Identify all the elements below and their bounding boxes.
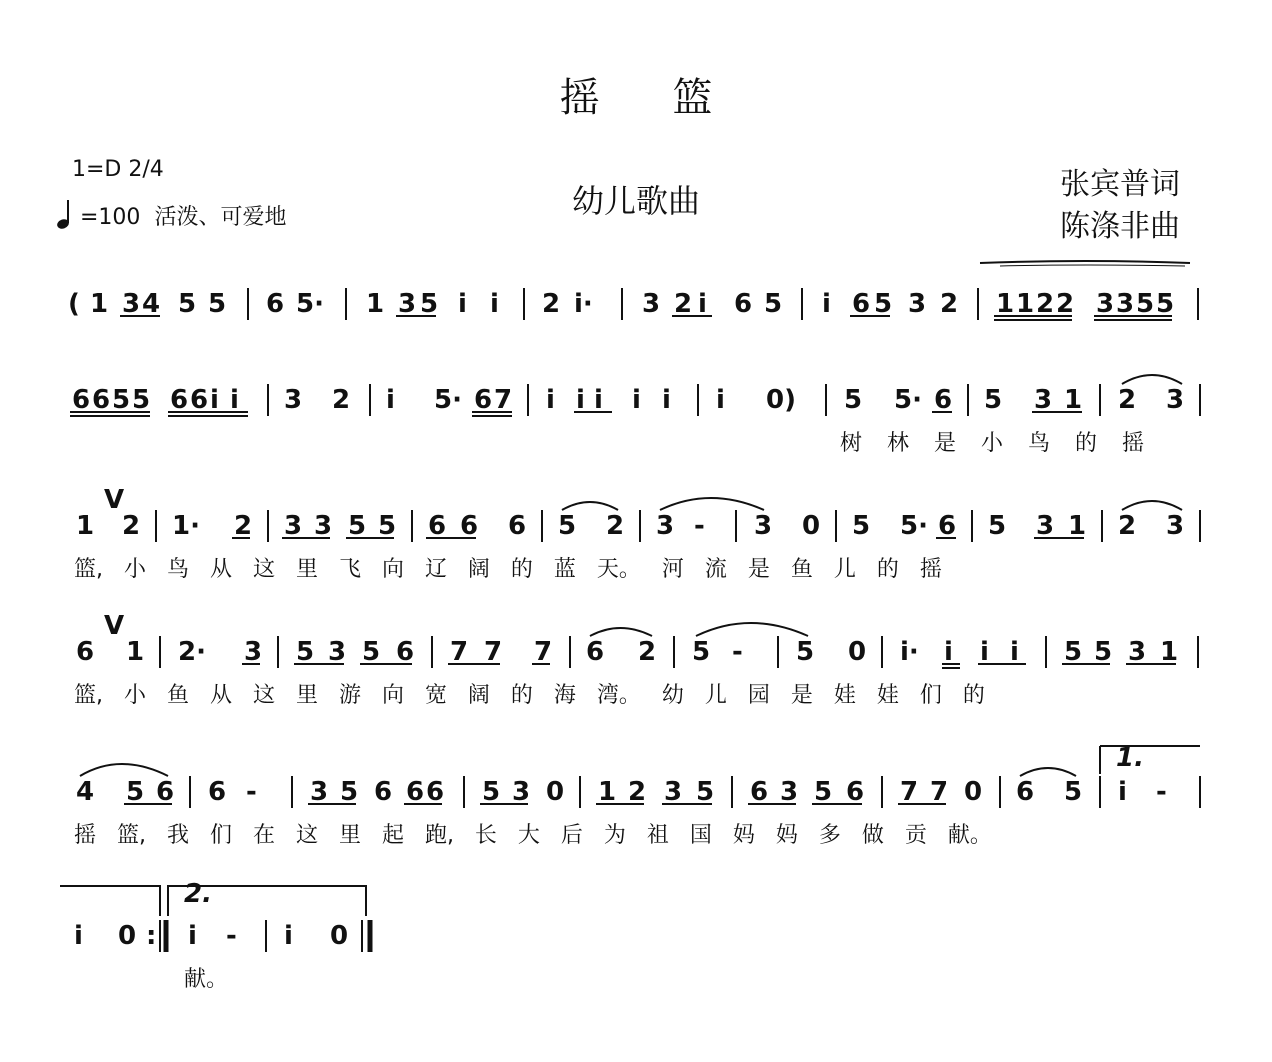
svg-text:5: 5 <box>1094 637 1113 667</box>
svg-text:i: i <box>188 921 197 951</box>
svg-text:-: - <box>1156 777 1167 807</box>
svg-text:0): 0) <box>766 385 796 415</box>
svg-text:5: 5 <box>844 385 863 415</box>
svg-text:3: 3 <box>1034 385 1053 415</box>
svg-text:5: 5 <box>988 511 1007 541</box>
svg-text:6: 6 <box>76 637 95 667</box>
svg-text:3: 3 <box>1036 511 1055 541</box>
notation-line <box>60 879 1210 960</box>
svg-text:5·: 5· <box>900 511 928 541</box>
notation-line <box>60 611 1210 676</box>
svg-text:i: i <box>386 385 395 415</box>
svg-text:5: 5 <box>814 777 833 807</box>
svg-text:3: 3 <box>1166 385 1185 415</box>
svg-text:5: 5 <box>112 385 131 415</box>
svg-text:5: 5 <box>420 289 439 319</box>
svg-text:5: 5 <box>178 289 197 319</box>
svg-text:i: i <box>230 385 239 415</box>
svg-text:3: 3 <box>284 385 303 415</box>
svg-text:2: 2 <box>940 289 959 319</box>
svg-text:7: 7 <box>930 777 949 807</box>
svg-text:3: 3 <box>512 777 531 807</box>
svg-text:(: ( <box>68 289 80 319</box>
svg-text:i: i <box>698 289 707 319</box>
svg-text:6: 6 <box>586 637 605 667</box>
svg-text:1: 1 <box>598 777 617 807</box>
svg-text:4: 4 <box>76 777 95 807</box>
svg-text:3: 3 <box>398 289 417 319</box>
svg-text:5: 5 <box>132 385 151 415</box>
svg-text:0: 0 <box>802 511 821 541</box>
svg-text:5: 5 <box>362 637 381 667</box>
svg-text:6: 6 <box>428 511 447 541</box>
svg-text:0: 0 <box>118 921 137 951</box>
svg-text:6: 6 <box>396 637 415 667</box>
notation-line <box>60 268 1210 328</box>
svg-text:2: 2 <box>674 289 693 319</box>
svg-text:2.: 2. <box>184 879 212 909</box>
svg-text:7: 7 <box>450 637 469 667</box>
svg-text:2: 2 <box>1118 511 1137 541</box>
key-signature: 1=D 2/4 <box>72 157 164 182</box>
svg-text:2: 2 <box>628 777 647 807</box>
svg-text:1: 1 <box>1016 289 1035 319</box>
lyrics-line: 献。 <box>184 967 229 992</box>
svg-text:V: V <box>104 485 125 515</box>
svg-text:6: 6 <box>406 777 425 807</box>
svg-text:3: 3 <box>1128 637 1147 667</box>
svg-text:1: 1 <box>1064 385 1083 415</box>
svg-text:1: 1 <box>76 511 95 541</box>
svg-text:2: 2 <box>234 511 253 541</box>
svg-text:-: - <box>694 511 705 541</box>
svg-text:i: i <box>210 385 219 415</box>
svg-text:6: 6 <box>852 289 871 319</box>
svg-text:i: i <box>1118 777 1127 807</box>
svg-text:5: 5 <box>1064 777 1083 807</box>
notation-line <box>60 743 1210 816</box>
tempo-expression: 活泼、可爱地 <box>154 205 287 230</box>
svg-text:7: 7 <box>900 777 919 807</box>
svg-text:5: 5 <box>692 637 711 667</box>
svg-text:5·: 5· <box>434 385 462 415</box>
credit-divider <box>980 258 1190 268</box>
svg-text:3: 3 <box>664 777 683 807</box>
svg-text:6: 6 <box>374 777 393 807</box>
lyrics-line: 摇 篮, 我 们 在 这 里 起 跑, 长 大 后 为 祖 国 妈 妈 多 做 贡 献。 <box>74 823 992 848</box>
svg-text:1·: 1· <box>172 511 200 541</box>
svg-text:5: 5 <box>558 511 577 541</box>
svg-text:5: 5 <box>348 511 367 541</box>
svg-text:5: 5 <box>764 289 783 319</box>
svg-text:3: 3 <box>1096 289 1115 319</box>
svg-text:6: 6 <box>92 385 111 415</box>
svg-text:2: 2 <box>1056 289 1075 319</box>
svg-text:5: 5 <box>340 777 359 807</box>
svg-text:i: i <box>662 385 671 415</box>
svg-text:6: 6 <box>190 385 209 415</box>
svg-text:i: i <box>458 289 467 319</box>
svg-text:-: - <box>246 777 257 807</box>
svg-text:6: 6 <box>938 511 957 541</box>
svg-text:6: 6 <box>170 385 189 415</box>
svg-text:6: 6 <box>156 777 175 807</box>
tempo-value: =100 <box>80 205 141 230</box>
svg-text:-: - <box>732 637 743 667</box>
svg-text:6: 6 <box>750 777 769 807</box>
svg-text:2: 2 <box>1036 289 1055 319</box>
svg-text:1.: 1. <box>1116 743 1144 773</box>
svg-text:5: 5 <box>378 511 397 541</box>
svg-text:6: 6 <box>934 385 953 415</box>
svg-text:1: 1 <box>1068 511 1087 541</box>
svg-text:7: 7 <box>534 637 553 667</box>
svg-text:5: 5 <box>1156 289 1175 319</box>
svg-text:3: 3 <box>1166 511 1185 541</box>
svg-text:6: 6 <box>72 385 91 415</box>
svg-text:V: V <box>104 611 125 641</box>
svg-text:3: 3 <box>284 511 303 541</box>
svg-text:2: 2 <box>638 637 657 667</box>
svg-text:i: i <box>576 385 585 415</box>
svg-text:1: 1 <box>1160 637 1179 667</box>
svg-text:5: 5 <box>296 637 315 667</box>
svg-text:0: 0 <box>848 637 867 667</box>
song-title: 摇 篮 <box>559 75 743 121</box>
lyrics-line: 篮, 小 鱼 从 这 里 游 向 宽 阔 的 海 湾。 幼 儿 园 是 娃 娃 们 的 <box>74 683 985 708</box>
svg-text:6: 6 <box>460 511 479 541</box>
svg-text:i: i <box>944 637 953 667</box>
svg-text:6: 6 <box>508 511 527 541</box>
svg-text:1: 1 <box>366 289 385 319</box>
svg-text:0: 0 <box>546 777 565 807</box>
svg-text:7: 7 <box>484 637 503 667</box>
svg-text:1: 1 <box>90 289 109 319</box>
svg-text:5·: 5· <box>894 385 922 415</box>
svg-text:5: 5 <box>984 385 1003 415</box>
svg-text:i: i <box>594 385 603 415</box>
lyrics-line: 篮, 小 鸟 从 这 里 飞 向 辽 阔 的 蓝 天。 河 流 是 鱼 儿 的 摇 <box>74 557 942 582</box>
song-subtitle: 幼儿歌曲 <box>571 182 700 220</box>
svg-text::: : <box>146 921 157 951</box>
svg-text:7: 7 <box>494 385 513 415</box>
svg-text:2: 2 <box>1118 385 1137 415</box>
svg-text:5: 5 <box>852 511 871 541</box>
svg-text:4: 4 <box>142 289 161 319</box>
svg-text:i: i <box>632 385 641 415</box>
svg-text:i: i <box>284 921 293 951</box>
svg-text:2·: 2· <box>178 637 206 667</box>
svg-text:5: 5 <box>126 777 145 807</box>
svg-text:3: 3 <box>310 777 329 807</box>
composer: 陈涤非曲 <box>1060 209 1180 244</box>
svg-text:i: i <box>546 385 555 415</box>
svg-text:6: 6 <box>734 289 753 319</box>
svg-text:i: i <box>716 385 725 415</box>
svg-text:5: 5 <box>696 777 715 807</box>
svg-text:3: 3 <box>642 289 661 319</box>
svg-text:6: 6 <box>1016 777 1035 807</box>
svg-text:i: i <box>980 637 989 667</box>
svg-text:1: 1 <box>996 289 1015 319</box>
svg-text:2: 2 <box>332 385 351 415</box>
svg-text:i·: i· <box>574 289 593 319</box>
svg-text:i: i <box>1010 637 1019 667</box>
svg-text:2: 2 <box>606 511 625 541</box>
credits <box>1060 164 1180 248</box>
svg-text:3: 3 <box>122 289 141 319</box>
notation-line <box>60 364 1210 424</box>
svg-text:1: 1 <box>126 637 145 667</box>
svg-text:5·: 5· <box>296 289 324 319</box>
svg-text:3: 3 <box>244 637 263 667</box>
svg-text:5: 5 <box>1064 637 1083 667</box>
svg-text:0: 0 <box>964 777 983 807</box>
svg-text:3: 3 <box>754 511 773 541</box>
svg-text:3: 3 <box>314 511 333 541</box>
svg-text:2: 2 <box>122 511 141 541</box>
svg-text:i: i <box>490 289 499 319</box>
svg-text:2: 2 <box>542 289 561 319</box>
svg-text:5: 5 <box>208 289 227 319</box>
svg-text:0: 0 <box>330 921 349 951</box>
svg-text:3: 3 <box>908 289 927 319</box>
svg-text:6: 6 <box>426 777 445 807</box>
svg-text:3: 3 <box>780 777 799 807</box>
svg-text:i: i <box>822 289 831 319</box>
svg-text:5: 5 <box>482 777 501 807</box>
svg-text:3: 3 <box>328 637 347 667</box>
notation-line <box>60 485 1210 550</box>
lyricist: 张宾普词 <box>1060 167 1180 202</box>
svg-text:3: 3 <box>1116 289 1135 319</box>
svg-text:-: - <box>226 921 237 951</box>
svg-text:3: 3 <box>656 511 675 541</box>
svg-text:i: i <box>74 921 83 951</box>
svg-text:5: 5 <box>1136 289 1155 319</box>
svg-text:5: 5 <box>874 289 893 319</box>
lyrics-line: 树 林 是 小 鸟 的 摇 <box>840 431 1144 456</box>
svg-text:6: 6 <box>208 777 227 807</box>
svg-text:6: 6 <box>474 385 493 415</box>
svg-text:6: 6 <box>846 777 865 807</box>
svg-text:i·: i· <box>900 637 919 667</box>
svg-text:5: 5 <box>796 637 815 667</box>
svg-text:6: 6 <box>266 289 285 319</box>
